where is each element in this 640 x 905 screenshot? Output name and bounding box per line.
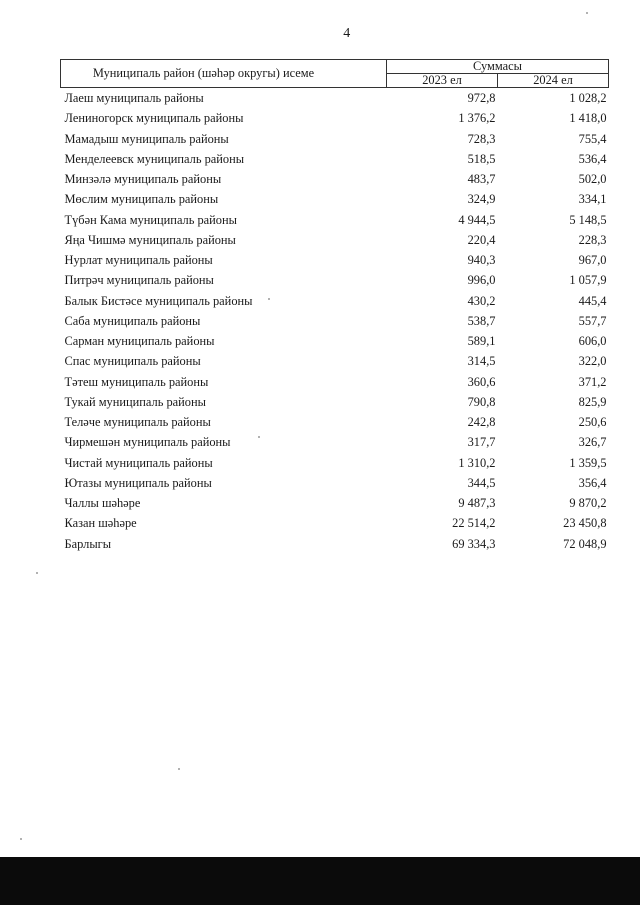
column-header-name: Муниципаль район (шәһәр округы) исеме — [61, 60, 387, 88]
table-row — [61, 210, 609, 230]
table-row — [61, 230, 609, 250]
table-row — [61, 331, 609, 351]
value-2023: 589,1 — [467, 334, 496, 349]
table-row — [61, 493, 609, 513]
row-name: Минзәлә муниципаль районы — [64, 172, 222, 187]
value-2024: 1 359,5 — [569, 455, 607, 470]
value-2023: 4 944,5 — [458, 212, 496, 227]
row-name: Казан шәһәре — [64, 516, 137, 531]
value-2023: 69 334,3 — [452, 536, 496, 551]
value-2023: 940,3 — [467, 253, 496, 268]
row-name: Чистай муниципаль районы — [64, 455, 213, 470]
column-header-2023: 2023 ел — [387, 74, 498, 88]
table-row — [61, 189, 609, 209]
value-2024: 825,9 — [578, 394, 607, 409]
value-2023: 1 310,2 — [458, 455, 496, 470]
row-name: Питрәч муниципаль районы — [64, 273, 214, 288]
value-2023: 430,2 — [467, 293, 496, 308]
row-name: Яңа Чишмә муниципаль районы — [64, 232, 236, 247]
table-row — [61, 291, 609, 311]
table-row — [61, 270, 609, 290]
table-row — [61, 513, 609, 533]
row-name: Чаллы шәһәре — [64, 496, 141, 511]
value-2023: 317,7 — [467, 435, 496, 450]
table-row — [61, 534, 609, 554]
value-2023: 324,9 — [467, 192, 496, 207]
value-2024: 536,4 — [578, 151, 607, 166]
budget-table-container — [60, 59, 608, 554]
page-number: 4 — [343, 26, 351, 41]
row-name: Тукай муниципаль районы — [64, 394, 206, 409]
value-2024: 445,4 — [578, 293, 607, 308]
value-2023: 996,0 — [467, 273, 496, 288]
table-row — [61, 351, 609, 371]
table-row — [61, 108, 609, 128]
value-2023: 344,5 — [467, 475, 496, 490]
value-2024: 1 057,9 — [569, 273, 607, 288]
value-2024: 1 418,0 — [569, 111, 607, 126]
row-name: Мөслим муниципаль районы — [64, 192, 219, 207]
value-2024: 967,0 — [578, 253, 607, 268]
value-2023: 9 487,3 — [458, 496, 496, 511]
row-name: Лениногорск муниципаль районы — [64, 111, 244, 126]
value-2024: 755,4 — [578, 131, 607, 146]
row-name: Түбән Кама муниципаль районы — [64, 212, 237, 227]
table-row — [61, 250, 609, 270]
value-2024: 322,0 — [578, 354, 607, 369]
table-row — [61, 473, 609, 493]
table-body — [61, 88, 609, 554]
table-header-row — [61, 60, 609, 74]
value-2023: 360,6 — [467, 374, 496, 389]
table-row — [61, 392, 609, 412]
value-2024: 72 048,9 — [563, 536, 607, 551]
value-2024: 9 870,2 — [569, 496, 607, 511]
value-2023: 483,7 — [467, 172, 496, 187]
value-2024: 557,7 — [578, 313, 607, 328]
value-2024: 334,1 — [578, 192, 607, 207]
column-header-sum: Суммасы — [387, 60, 609, 74]
value-2023: 972,8 — [467, 91, 496, 106]
value-2024: 371,2 — [578, 374, 607, 389]
table-row — [61, 169, 609, 189]
row-name: Барлыгы — [64, 536, 112, 551]
value-2023: 1 376,2 — [458, 111, 496, 126]
row-name: Мамадыш муниципаль районы — [64, 131, 229, 146]
row-name: Лаеш муниципаль районы — [64, 91, 204, 106]
value-2023: 518,5 — [467, 151, 496, 166]
value-2024: 5 148,5 — [569, 212, 607, 227]
value-2023: 22 514,2 — [452, 516, 496, 531]
row-name: Сарман муниципаль районы — [64, 334, 215, 349]
row-name: Чирмешән муниципаль районы — [64, 435, 231, 450]
value-2024: 356,4 — [578, 475, 607, 490]
scan-bottom-edge — [0, 857, 640, 905]
row-name: Теләче муниципаль районы — [64, 415, 211, 430]
value-2024: 228,3 — [578, 232, 607, 247]
column-header-2024: 2024 ел — [498, 74, 609, 88]
budget-table — [60, 59, 609, 554]
value-2023: 538,7 — [467, 313, 496, 328]
row-name: Балык Бистәсе муниципаль районы — [64, 293, 253, 308]
table-row — [61, 311, 609, 331]
value-2024: 326,7 — [578, 435, 607, 450]
row-name: Саба муниципаль районы — [64, 313, 201, 328]
value-2024: 23 450,8 — [563, 516, 607, 531]
value-2024: 606,0 — [578, 334, 607, 349]
table-row — [61, 432, 609, 452]
table-row — [61, 453, 609, 473]
table-row — [61, 129, 609, 149]
row-name: Менделеевск муниципаль районы — [64, 151, 245, 166]
value-2024: 250,6 — [578, 415, 607, 430]
row-name: Спас муниципаль районы — [64, 354, 201, 369]
value-2023: 220,4 — [467, 232, 496, 247]
row-name: Ютазы муниципаль районы — [64, 475, 212, 490]
value-2023: 314,5 — [467, 354, 496, 369]
row-name: Нурлат муниципаль районы — [64, 253, 213, 268]
table-row — [61, 88, 609, 109]
table-row — [61, 372, 609, 392]
value-2024: 1 028,2 — [569, 91, 607, 106]
value-2023: 242,8 — [467, 415, 496, 430]
value-2024: 502,0 — [578, 172, 607, 187]
value-2023: 790,8 — [467, 394, 496, 409]
row-name: Тәтеш муниципаль районы — [64, 374, 209, 389]
table-row — [61, 412, 609, 432]
table-row — [61, 149, 609, 169]
value-2023: 728,3 — [467, 131, 496, 146]
